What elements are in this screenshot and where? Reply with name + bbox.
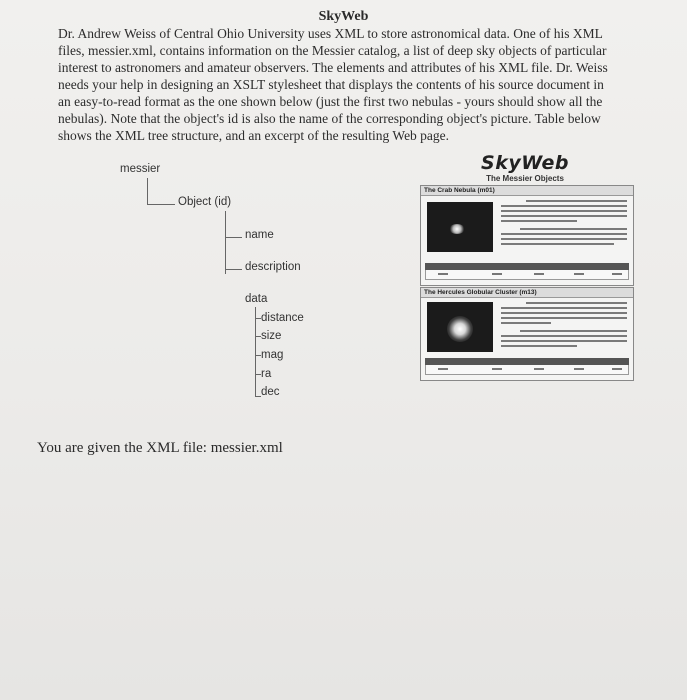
tree-connector [225,211,226,274]
intro-line: files, messier.xml, contains information on the Messier catalog, a list of deep sky objects of particular [58,43,607,58]
intro-line: an easy-to-read format as the one shown below (just the first two nebulas - yours should show all the [58,94,603,109]
mock-entry-heading: The Crab Nebula (m01) [421,186,633,196]
tree-connector [255,307,256,397]
intro-line: Dr. Andrew Weiss of Central Ohio University uses XML to store astronomical data. One of his XML [58,26,603,41]
tree-node-distance: distance [261,312,304,324]
mock-description-text [501,302,627,350]
tree-node-dec: dec [261,386,280,398]
skyweb-logo: SkyWeb [481,152,569,174]
mock-subtitle: The Messier Objects [486,174,564,183]
tree-connector [225,237,242,238]
tree-connector [147,204,175,205]
intro-paragraph [58,25,648,144]
given-file-note: You are given the XML file: messier.xml [37,440,283,456]
cluster-image [427,302,493,352]
tree-node-size: size [261,330,282,342]
intro-line: nebulas). Note that the object's id is also the name of the corresponding object's picture. Table below [58,111,601,126]
tree-node-messier: messier [120,163,161,175]
mock-entry-heading: The Hercules Globular Cluster (m13) [421,288,633,298]
tree-node-name: name [245,229,274,241]
tree-node-ra: ra [261,368,272,380]
intro-line: shows the XML tree structure, and an excerpt of the resulting Web page. [58,128,450,143]
mock-entry-hercules [420,287,634,381]
mock-description-text [501,200,627,248]
tree-node-description: description [245,261,301,273]
intro-line: interest to astronomers and amateur observers. The elements and attributes of his XML file. Dr. Weiss [58,60,608,75]
tree-connector [147,178,148,204]
tree-node-mag: mag [261,349,284,361]
tree-node-data: data [245,293,268,305]
nebula-image [427,202,493,252]
document-title: SkyWeb [318,9,369,24]
tree-connector [225,269,242,270]
mock-data-table [425,263,629,283]
intro-line: needs your help in designing an XSLT stylesheet that displays the contents of his source document in [58,77,604,92]
mock-entry-crab [420,185,634,286]
tree-node-object: Object (id) [178,196,232,208]
mock-data-table [425,358,629,378]
